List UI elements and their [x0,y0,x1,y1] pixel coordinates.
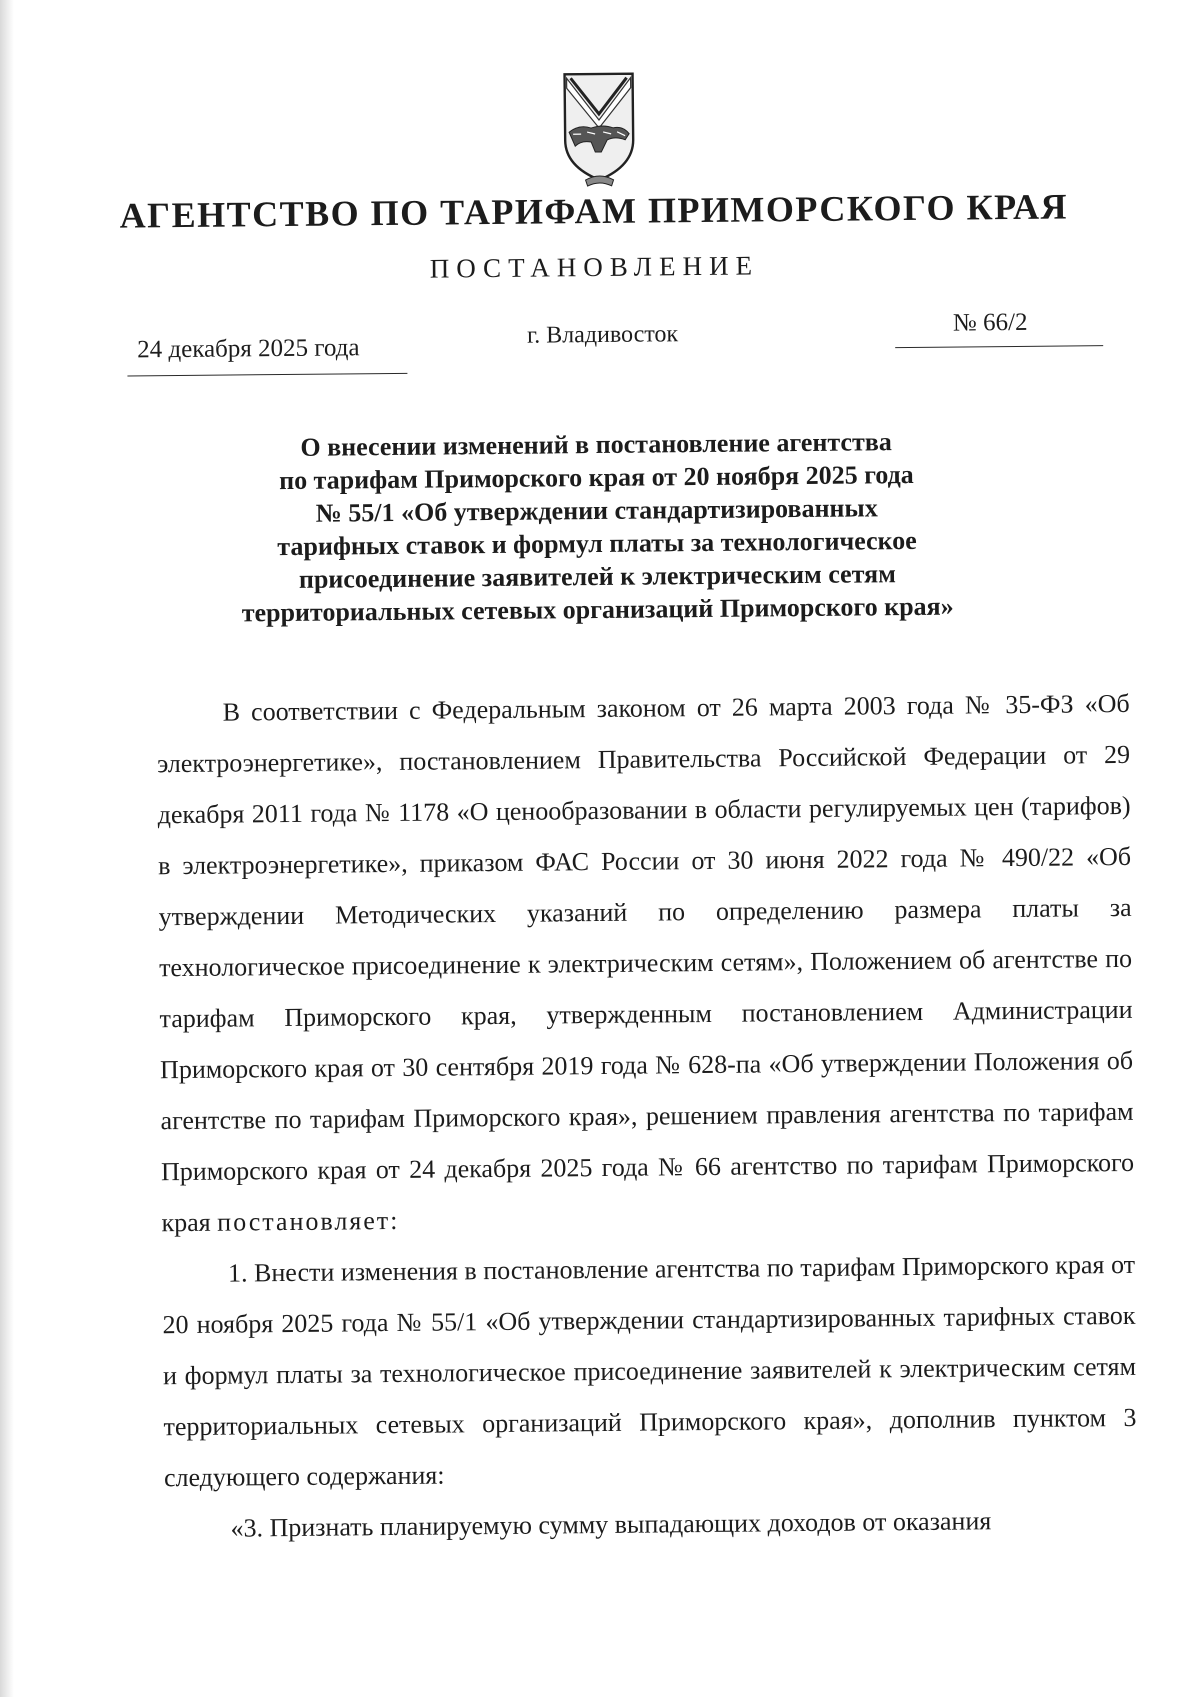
document-title [156,424,1038,630]
title-line: № 55/1 «Об утверждении стандартизированных [315,493,878,528]
agency-name: АГЕНТСТВО ПО ТАРИФАМ ПРИМОРСКОГО КРАЯ [119,186,1069,236]
title-line: территориальных сетевых организаций Приморского края» [241,591,954,628]
document-date: 24 декабря 2025 года [137,334,360,364]
coat-of-arms-icon [560,68,637,189]
title-line: О внесении изменений в постановление агентства [300,427,892,462]
document-type: ПОСТАНОВЛЕНИЕ [429,250,760,284]
item-1-paragraph: 1. Внести изменения в постановление агентства по тарифам Приморского края от 20 ноября 2025 года № 55/1 «Об утверждении стандартизированных тарифных ставок и формул платы за технологическое присоединение заявителей к электрическим сетям территориальных сетевых организаций Приморского края», дополнив пунктом 3 следующего содержания: [162,1249,1137,1493]
document-number: № 66/2 [952,308,1028,337]
resolves-word: постановляет: [217,1205,400,1237]
preamble-paragraph [156,678,1134,1248]
title-line: присоединение заявителей к электрическим сетям [298,559,896,594]
date-underline [127,373,407,377]
title-line: тарифных ставок и формул платы за технологическое [277,525,917,562]
item-3-paragraph: «3. Признать планируемую сумму выпадающих доходов от оказания [230,1506,992,1543]
number-underline [895,345,1103,348]
document-city: г. Владивосток [526,321,679,349]
preamble-text: В соответствии с Федеральным законом от 26 марта 2003 года № 35-ФЗ «Об электроэнергетике», постановлением Правительства Российской Федерации от 29 декабря 2011 года № 1178 «О ценообразовании в области регулируемых цен (тарифов) в электроэнергетике», приказом ФАС России от 30 июня 2022 года № 490/22 «Об утверждении Методических указаний по определению размера платы за технологическое присоединение к электрическим сетям», Положением об агентстве по тарифам Приморского края, утвержденным постановлением Администрации Приморского края от 30 сентября 2019 года № 628-па «Об утверждении Положения об агентстве по тарифам Приморского края», решением правления агентства по тарифам Приморского края от 24 декабря 2025 года № 66 агентство по тарифам Приморского края [157,688,1135,1238]
title-line: по тарифам Приморского края от 20 ноября 2025 года [278,459,914,496]
document-body [156,678,1137,1554]
